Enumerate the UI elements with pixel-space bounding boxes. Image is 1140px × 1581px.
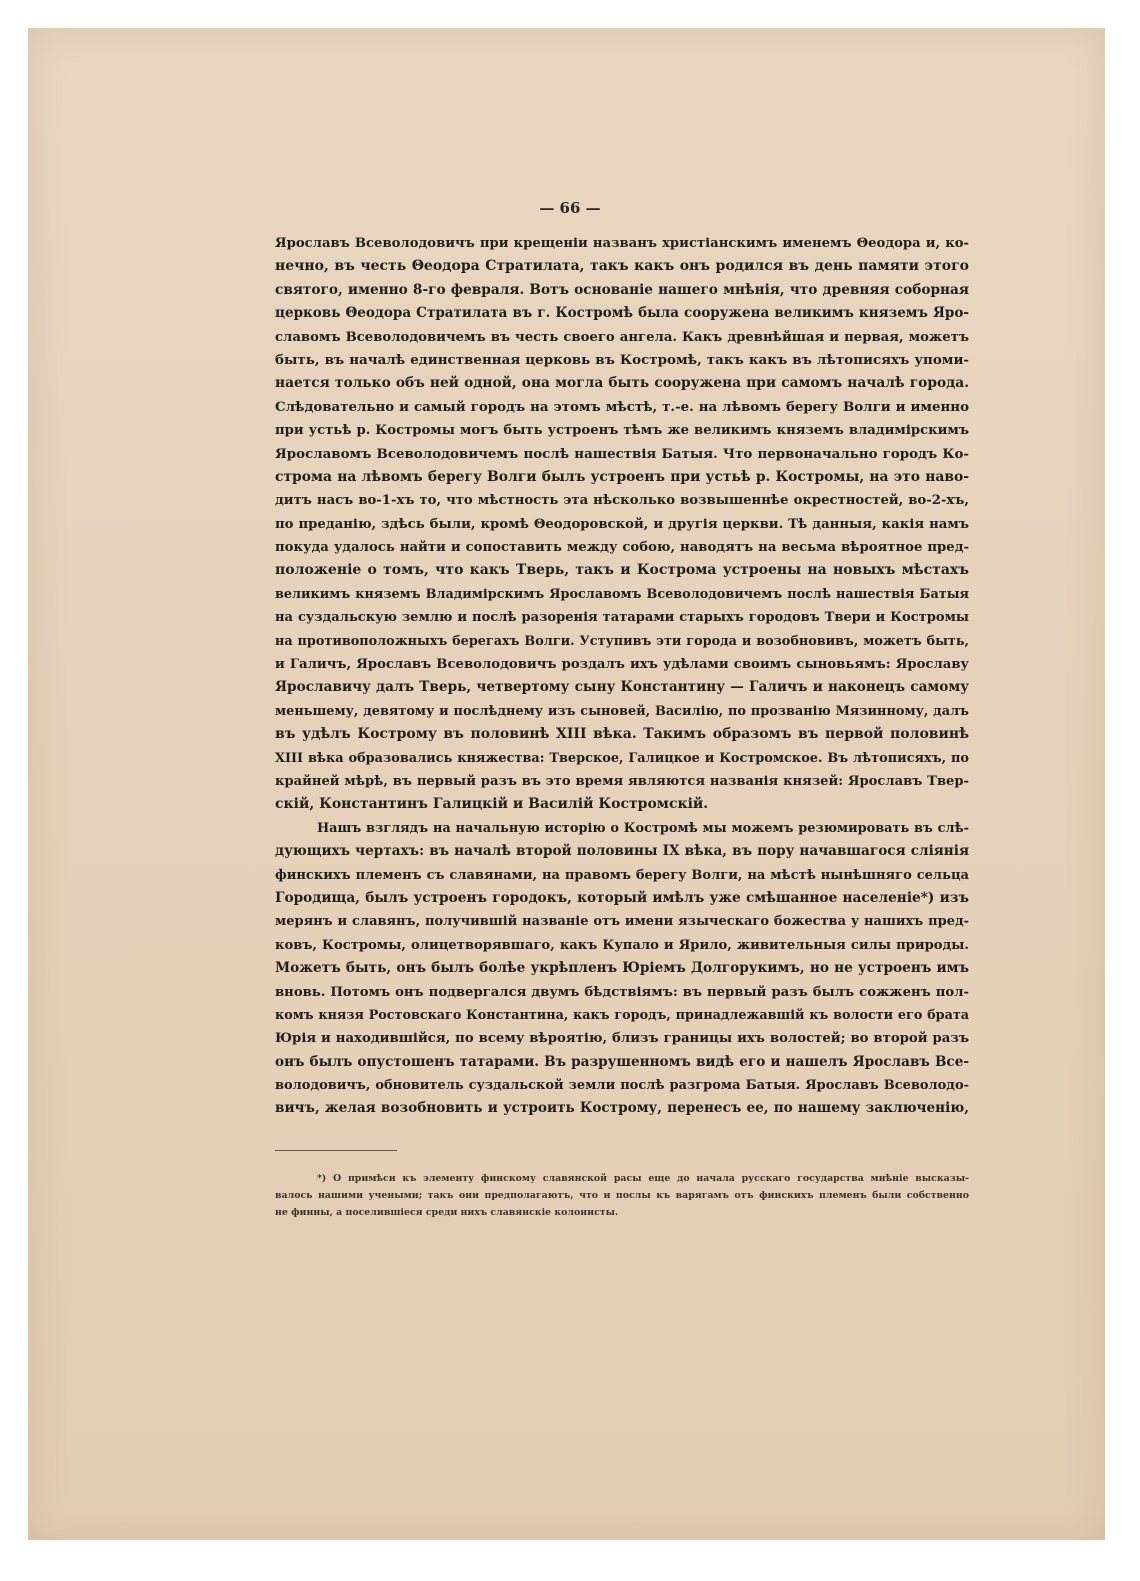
footnote [275, 1170, 969, 1221]
text-line: по преданію, здѣсь были, кромѣ Θеодоровской, и другія церкви. Тѣ данныя, какія намъ [275, 516, 969, 532]
text-line: меньшему, девятому и послѣднему изъ сыновей, Василію, по прозванію Мязинному, далъ [275, 703, 969, 719]
footnote-line: не финны, а поселившіеся среди нихъ славянскіе колонисты. [275, 1207, 619, 1218]
text-line: великимъ княземъ Владимірскимъ Ярославомъ Всеволодовичемъ послѣ нашествія Батыя [275, 586, 969, 602]
footnote-line: валось нашими учеными; такъ они предполагаютъ, что и послы къ варягамъ отъ финскихъ племенъ были собственно [275, 1190, 969, 1201]
text-line: славомъ Всеволодовичемъ въ честь своего ангела. Какъ древнѣйшая и первая, можетъ [275, 329, 969, 345]
text-line: комъ князя Ростовскаго Константина, какъ городъ, принадлежавшій къ волости его брата [275, 1007, 969, 1023]
paragraph-first-line: Нашъ взглядъ на начальную исторію о Костромѣ мы можемъ резюмировать въ слѣ- [317, 820, 969, 836]
text-line: Можетъ быть, онъ былъ болѣе укрѣпленъ Юріемъ Долгорукимъ, но не устроенъ имъ [275, 960, 969, 977]
text-line: Слѣдовательно и самый городъ на этомъ мѣстѣ, т.-е. на лѣвомъ берегу Волги и именно [275, 398, 969, 415]
page-number: — 66 — [539, 199, 601, 217]
text-line: Городища, былъ устроенъ городокъ, который имѣлъ уже смѣшанное населеніе*) изъ [275, 889, 969, 906]
text-line: володовичъ, обновитель суздальской земли послѣ разгрома Батыя. Ярославъ Всеволодо- [275, 1078, 969, 1094]
main-text [275, 232, 969, 1121]
text-line: нечно, въ честь Θеодора Стратилата, такъ какъ онъ родился въ день памяти этого [275, 258, 969, 275]
text-line: на суздальскую землю и послѣ разоренія татарами старыхъ городовъ Твери и Костромы [275, 610, 969, 626]
footnote-divider [275, 1150, 397, 1151]
text-line: нается только объ ней одной, она могла быть сооружена при самомъ началѣ города. [275, 375, 969, 392]
text-line: святого, именно 8-го февраля. Вотъ основаніе нашего мнѣнія, что древняя соборная [275, 281, 969, 298]
footnote-line: *) О примѣси къ элементу финскому славянской расы еще до начала русскаго государства мнѣніе высказы- [317, 1173, 969, 1184]
text-line: скій, Константинъ Галицкій и Василій Костромскій. [275, 796, 709, 813]
text-line: финскихъ племенъ съ славянами, на правомъ берегу Волги, на мѣстѣ нынѣшняго сельца [275, 867, 969, 883]
text-line: Ярославъ Всеволодовичъ при крещеніи названъ христіанскимъ именемъ Θеодора и, ко- [275, 236, 969, 251]
text-line: вновь. Потомъ онъ подвергался двумъ бѣдствіямъ: въ первый разъ былъ сожженъ пол- [275, 984, 969, 1000]
text-line: онъ былъ опустошенъ татарами. Въ разрушенномъ видѣ его и нашелъ Ярославъ Все- [275, 1053, 969, 1070]
text-line: XIII вѣка образовались княжества: Тверское, Галицкое и Костромское. Въ лѣтописяхъ, по [275, 750, 969, 766]
text-line: дующихъ чертахъ: въ началѣ второй половины IX вѣка, въ пору начавшагося сліянія [275, 843, 969, 860]
text-line: покуда удалось найти и сопоставить между собою, наводятъ на весьма вѣроятное пред- [275, 540, 969, 556]
text-line: положеніе о томъ, что какъ Тверь, такъ и Кострома устроены на новыхъ мѣстахъ [275, 562, 969, 579]
text-line: крайней мѣрѣ, въ первый разъ въ это время являются названія князей: Ярославъ Твер- [275, 773, 969, 789]
text-line: на противоположныхъ берегахъ Волги. Уступивъ эти города и возобновивъ, можетъ быть, [275, 633, 969, 649]
text-line: строма на лѣвомъ берегу Волги былъ устроенъ при устьѣ р. Костромы, на это наво- [275, 468, 969, 485]
text-line: въ удѣлъ Кострому въ половинѣ XIII вѣка. Такимъ образомъ въ первой половинѣ [275, 726, 969, 743]
text-line: Ярославомъ Всеволодовичемъ послѣ нашествія Батыя. Что первоначально городъ Ко- [275, 445, 969, 462]
text-line: мерянъ и славянъ, получившій названіе отъ имени языческаго божества у нашихъ пред- [275, 914, 969, 930]
text-line: церковь Θеодора Стратилата въ г. Костромѣ была сооружена великимъ княземъ Яро- [275, 305, 969, 322]
text-line: и Галичъ, Ярославъ Всеволодовичъ роздалъ ихъ удѣлами своимъ сыновьямъ: Ярославу [275, 657, 969, 673]
text-line: ковъ, Костромы, олицетворявшаго, какъ Купало и Ярило, живительныя силы природы. [275, 937, 969, 953]
text-line: дитъ насъ во-1-хъ то, что мѣстность эта нѣсколько возвышеннѣе окрестностей, во-2-хъ, [275, 493, 969, 509]
text-line: Юрія и находившійся, по всему вѣроятію, близъ границы ихъ волостей; во второй разъ [275, 1031, 969, 1047]
text-line: быть, въ началѣ единственная церковь въ Костромѣ, такъ какъ въ лѣтописяхъ упоми- [275, 351, 969, 368]
text-line: вичъ, желая возобновить и устроить Кострому, перенесъ ее, по нашему заключенію, [275, 1100, 969, 1117]
text-line: Ярославичу далъ Тверь, четвертому сыну Константину — Галичъ и наконецъ самому [275, 679, 969, 696]
text-line: при устьѣ р. Костромы могъ быть устроенъ тѣмъ же великимъ княземъ владимірскимъ [275, 423, 969, 439]
